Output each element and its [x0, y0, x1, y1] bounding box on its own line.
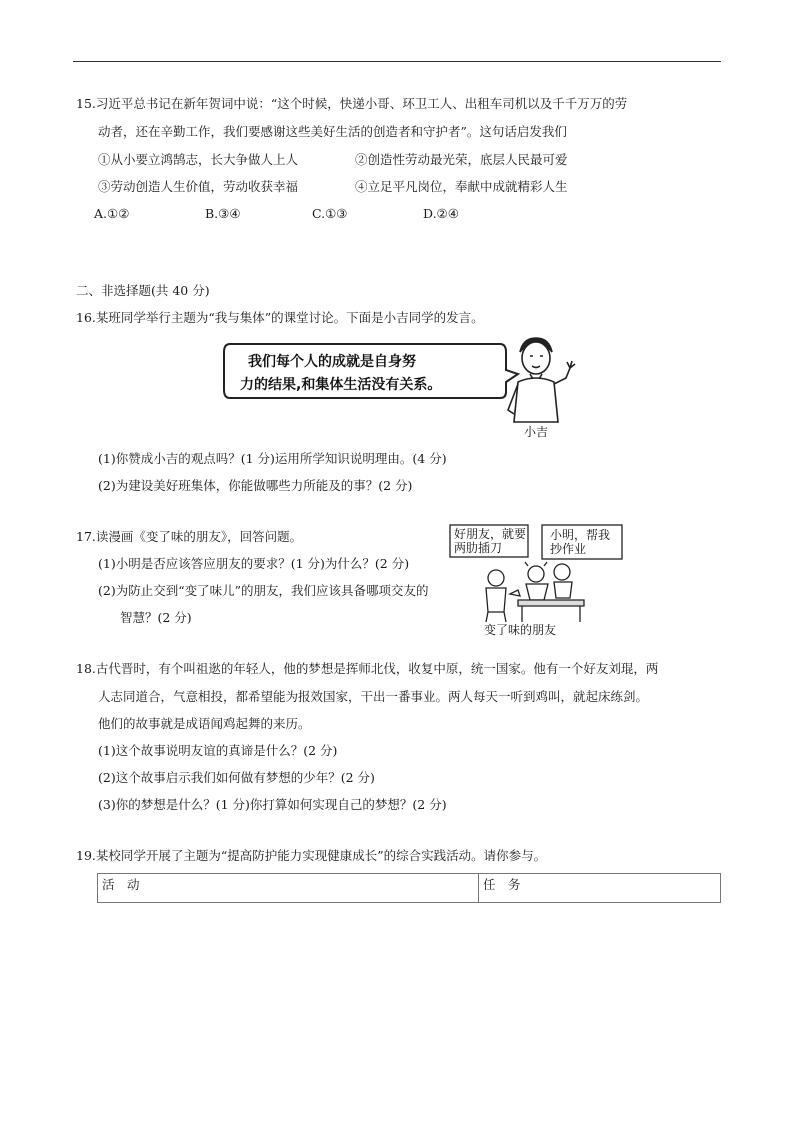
q17-cartoon [444, 522, 624, 638]
q17-sub2-line2: 智慧？(2 分) [120, 610, 192, 625]
q18-sub3: (3)你的梦想是什么？(1 分)你打算如何实现自己的梦想？(2 分) [98, 797, 447, 812]
q16-illustration [218, 334, 580, 440]
q16-figure-caption: 小吉 [524, 425, 549, 439]
q16-bubble-line1: 我们每个人的成就是自身努 [248, 354, 416, 370]
cartoon-figures [486, 562, 584, 622]
q17-stem: 17.读漫画《变了味的朋友》，回答问题。 [76, 529, 303, 544]
q17-cartoon-caption: 变了味的朋友 [484, 623, 557, 637]
q15-option-3: ③劳动创造人生价值，劳动收获幸福 [98, 179, 299, 194]
q18-sub2: (2)这个故事启示我们如何做有梦想的少年？(2 分) [98, 770, 375, 785]
table-row [98, 874, 721, 903]
col-activity-header: 活 动 [98, 874, 479, 903]
q15-choice-d: D.②④ [423, 206, 459, 221]
q16-sub2: (2)为建设美好班集体，你能做哪些力所能及的事？(2 分) [98, 478, 413, 493]
q18-sub1: (1)这个故事说明友谊的真谛是什么？(2 分) [98, 743, 338, 758]
col-task-header: 任 务 [479, 874, 721, 903]
q16-bubble-line2: 力的结果,和集体生活没有关系。 [240, 377, 442, 393]
section2-heading: 二、非选择题(共 40 分) [76, 283, 210, 298]
q19-stem: 19.某校同学开展了主题为“提高防护能力实现健康成长”的综合实践活动。请你参与。 [76, 848, 547, 863]
q17-sub2-line1: (2)为防止交到“变了味儿”的朋友，我们应该具备哪项交友的 [98, 583, 429, 598]
q15-option-1: ①从小要立鸿鹄志，长大争做人上人 [98, 152, 299, 167]
q19-activity-table [97, 873, 721, 903]
q15-choice-c: C.①③ [312, 206, 348, 221]
q16-stem: 16.某班同学举行主题为“我与集体”的课堂讨论。下面是小吉同学的发言。 [76, 310, 484, 325]
q18-text-line1: 18.古代晋时，有个叫祖逖的年轻人，他的梦想是挥师北伐，收复中原，统一国家。他有一个好友刘琨，两 [76, 661, 659, 676]
q17-bubble2-line2: 抄作业 [550, 542, 587, 556]
q18-text-line2: 人志同道合，气意相投，都希望能为报效国家，干出一番事业。两人每天一听到鸡叫，就起床练剑。 [98, 689, 649, 704]
header-rule [73, 61, 721, 62]
q15-option-4: ④立足平凡岗位，奉献中成就精彩人生 [355, 179, 568, 194]
q15-stem-line2: 动者，还在辛勤工作，我们要感谢这些美好生活的创造者和守护者”。这句话启发我们 [98, 124, 567, 139]
q15-option-2: ②创造性劳动最光荣，底层人民最可爱 [355, 152, 568, 167]
q17-bubble2-line1: 小明，帮我 [550, 528, 611, 542]
q17-bubble1-line2: 两肋插刀 [454, 541, 503, 555]
q15-choice-a: A.①② [94, 206, 130, 221]
q17-sub1: (1)小明是否应该答应朋友的要求？(1 分)为什么？(2 分) [98, 556, 410, 571]
q16-sub1: (1)你赞成小吉的观点吗？(1 分)运用所学知识说明理由。(4 分) [98, 451, 447, 466]
q17-bubble1-line1: 好朋友，就要 [454, 527, 527, 541]
q15-stem-line1: 15.习近平总书记在新年贺词中说：“这个时候，快递小哥、环卫工人、出租车司机以及千千万万的劳 [76, 96, 628, 111]
q15-choice-b: B.③④ [205, 206, 241, 221]
student-figure [508, 338, 575, 422]
q18-text-line3: 他们的故事就是成语闻鸡起舞的来历。 [98, 716, 311, 731]
